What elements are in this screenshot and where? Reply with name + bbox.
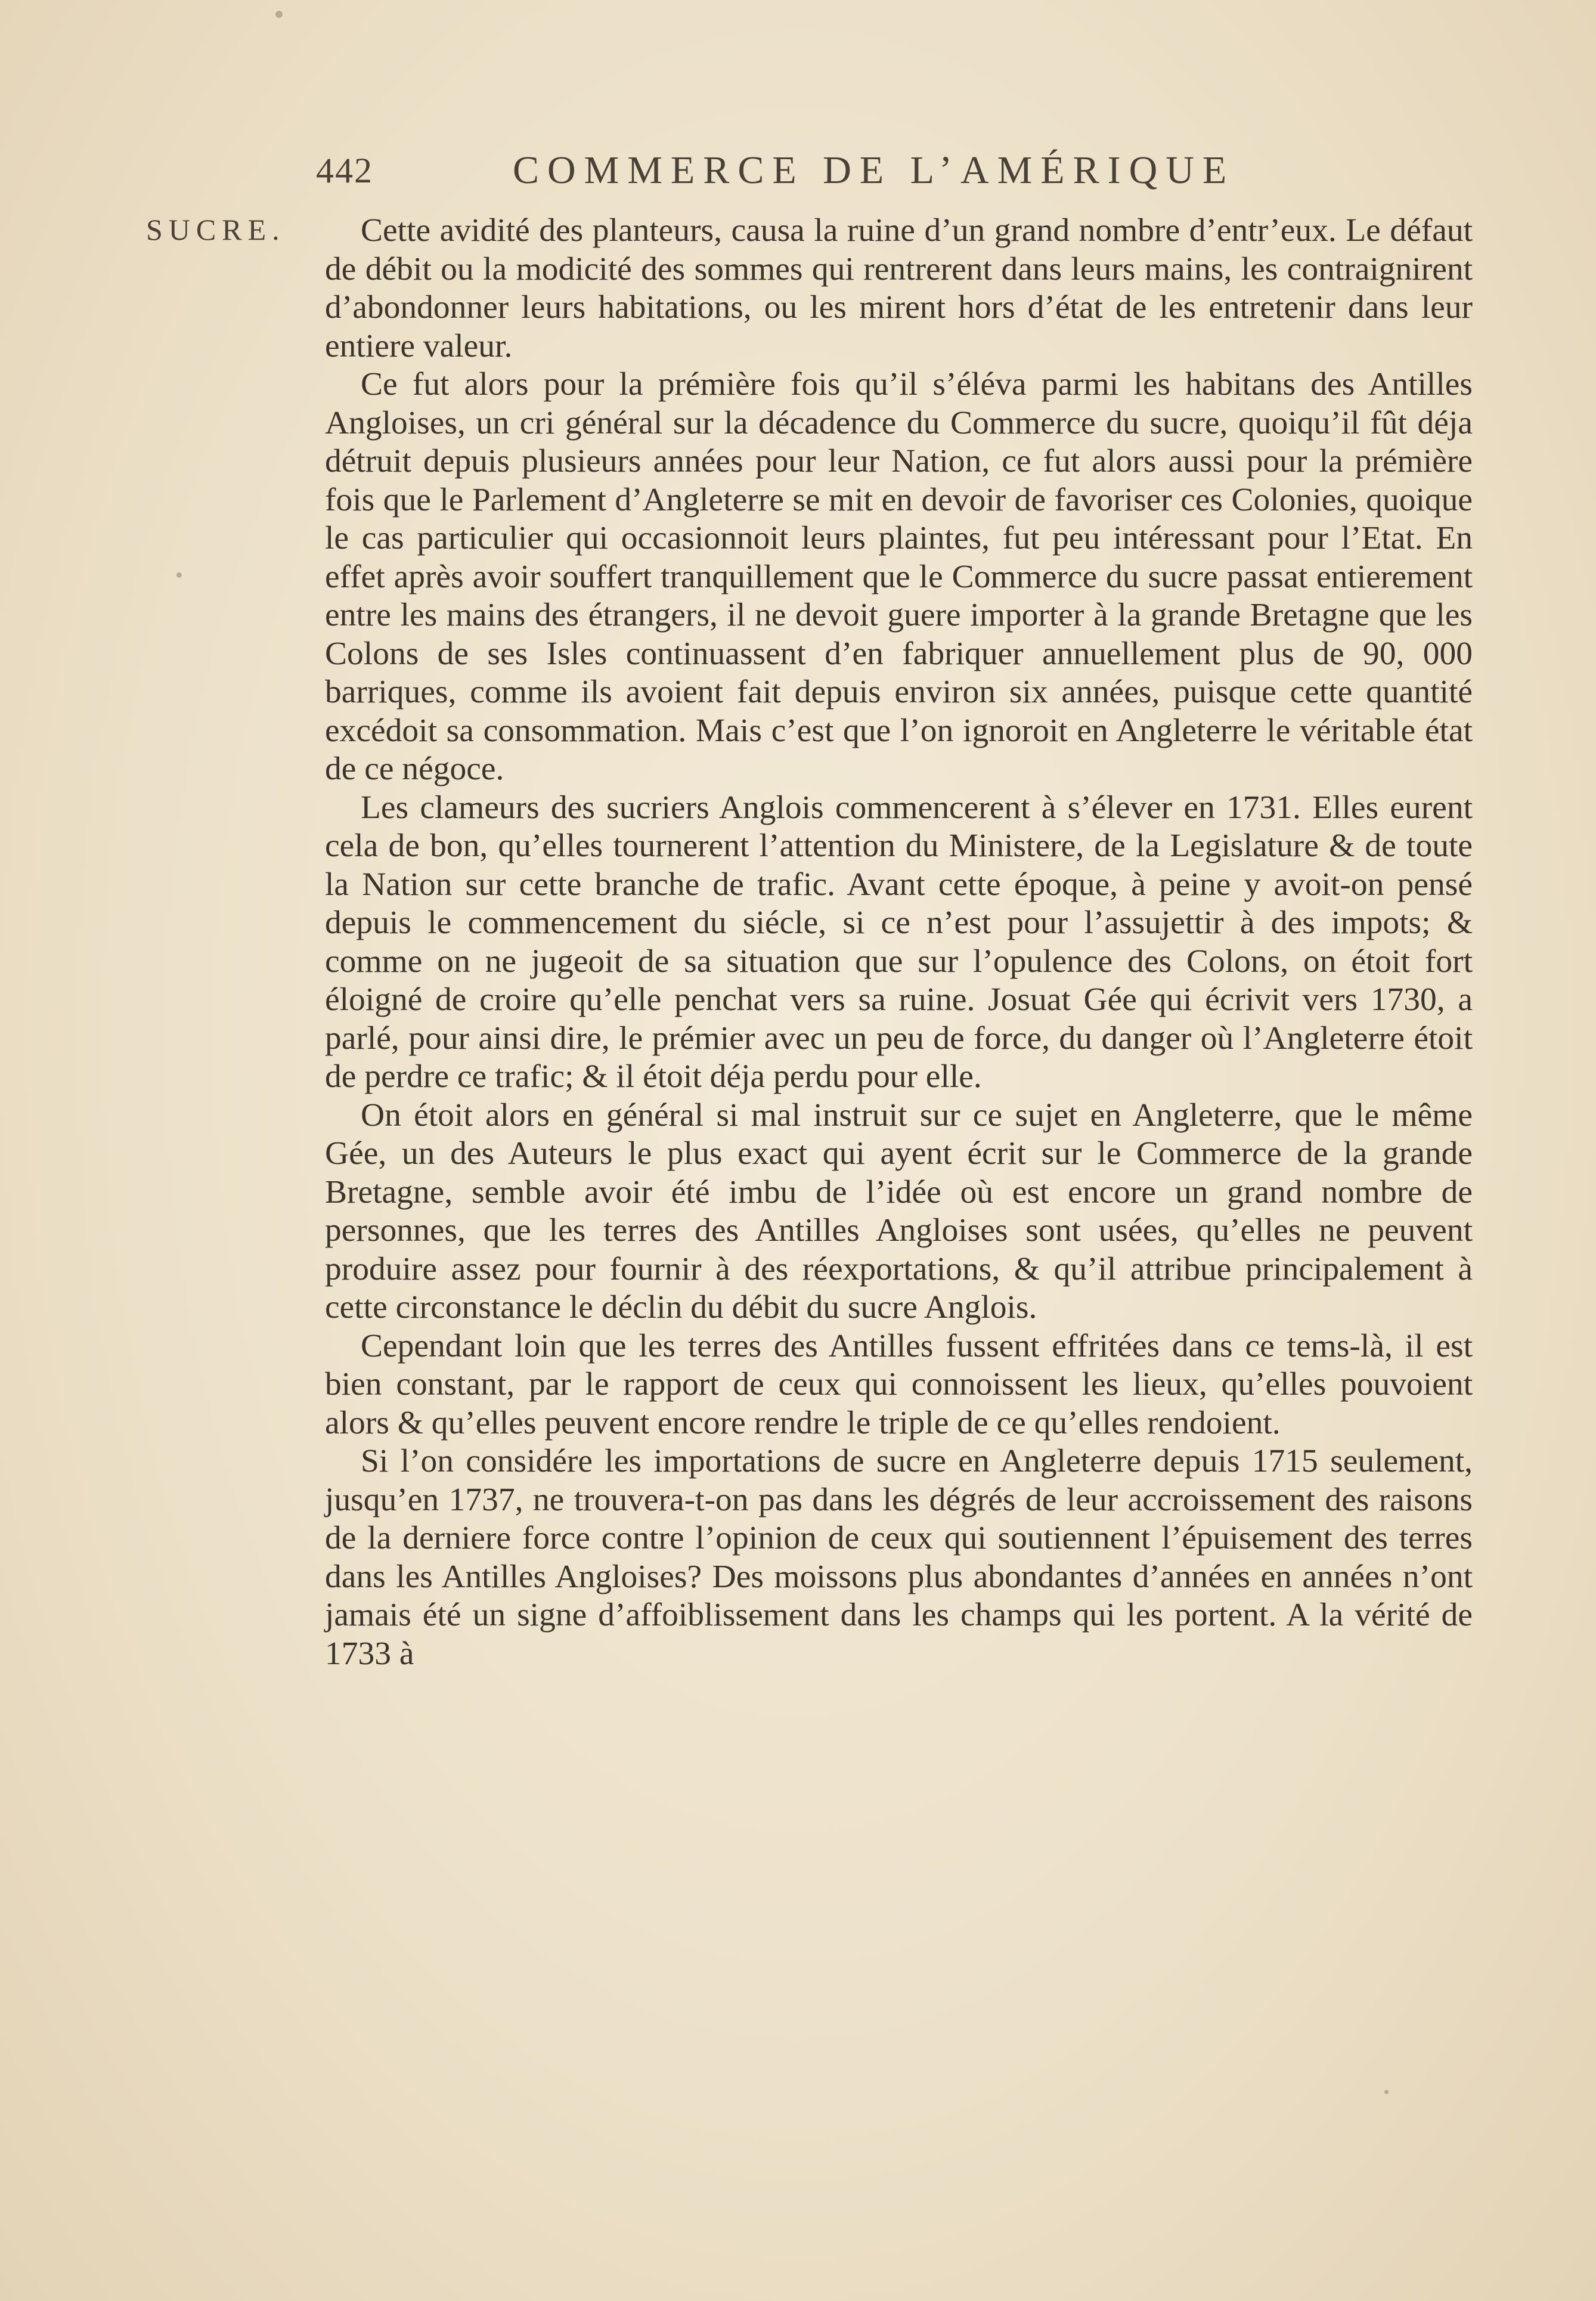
page-number: 442	[316, 151, 373, 190]
paragraph: On étoit alors en général si mal instruit sur ce sujet en Angleterre, que le même Gée, un des Auteurs le plus exact qui ayent écrit sur le Commerce de la grande Bretagne, semble avoir été imbu de l’idée où est encore un grand nombre de personnes, que les terres des Antilles Angloises sont usées, qu’elles ne peuvent produire assez pour fournir à des réexportations, & qu’il attribue principalement à cette circonstance le déclin du débit du sucre Anglois.	[325, 1097, 1473, 1326]
paper-speck	[176, 572, 182, 578]
running-head	[316, 150, 1330, 204]
body-text	[325, 212, 1473, 1673]
paper-speck	[275, 11, 283, 18]
paper-speck	[1384, 2090, 1389, 2094]
running-title: COMMERCE DE L’AMÉRIQUE	[513, 148, 1235, 192]
paragraph: Si l’on considére les importations de sucre en Angleterre depuis 1715 seulement, jusqu’en 1737, ne trouvera-t-on pas dans les dégrés de leur accroissement des raisons de la derniere force contre l’opinion de ceux qui soutiennent l’épuisement des terres dans les Antilles Angloises? Des moissons plus abondantes d’années en années n’ont jamais été un signe d’affoiblissement dans les champs qui les portent. A la vérité de 1733 à	[325, 1443, 1473, 1672]
margin-note: SUCRE.	[146, 213, 286, 246]
paragraph: Cependant loin que les terres des Antilles fussent effritées dans ce tems-là, il est bien constant, par le rapport de ceux qui connoissent les lieux, qu’elles pouvoient alors & qu’elles peuvent encore rendre le triple de ce qu’elles rendoient.	[325, 1327, 1473, 1441]
paragraph: Ce fut alors pour la prémière fois qu’il s’éléva parmi les habitans des Antilles Angloises, un cri général sur la décadence du Commerce du sucre, quoiqu’il fût déja détruit depuis plusieurs années pour leur Nation, ce fut alors aussi pour la prémière fois que le Parlement d’Angleterre se mit en devoir de favoriser ces Colonies, quoique le cas particulier qui occasionnoit leurs plaintes, fut peu intéressant pour l’Etat. En effet après avoir souffert tranquillement que le Commerce du sucre passat entierement entre les mains des étrangers, il ne devoit guere importer à la grande Bretagne que les Colons de ses Isles continuassent d’en fabriquer annuellement plus de 90, 000 barriques, comme ils avoient fait depuis environ six années, puisque cette quantité excédoit sa consommation. Mais c’est que l’on ignoroit en Angleterre le véritable état de ce négoce.	[325, 366, 1473, 787]
paragraph: Les clameurs des sucriers Anglois commencerent à s’élever en 1731. Elles eurent cela de bon, qu’elles tournerent l’attention du Ministere, de la Legislature & de toute la Nation sur cette branche de trafic. Avant cette époque, à peine y avoit-on pensé depuis le commencement du siécle, si ce n’est pour l’assujettir à des impots; & comme on ne jugeoit de sa situation que sur l’opulence des Colons, on étoit fort éloigné de croire qu’elle penchat vers sa ruine. Josuat Gée qui écrivit vers 1730, a parlé, pour ainsi dire, le prémier avec un peu de force, du danger où l’Angleterre étoit de perdre ce trafic; & il étoit déja perdu pour elle.	[325, 789, 1473, 1095]
paragraph: Cette avidité des planteurs, causa la ruine d’un grand nombre d’entr’eux. Le défaut de débit ou la modicité des sommes qui rentrerent dans leurs mains, les contraignirent d’abondonner leurs habitations, ou les mirent hors d’état de les entretenir dans leur entiere valeur.	[325, 212, 1473, 364]
